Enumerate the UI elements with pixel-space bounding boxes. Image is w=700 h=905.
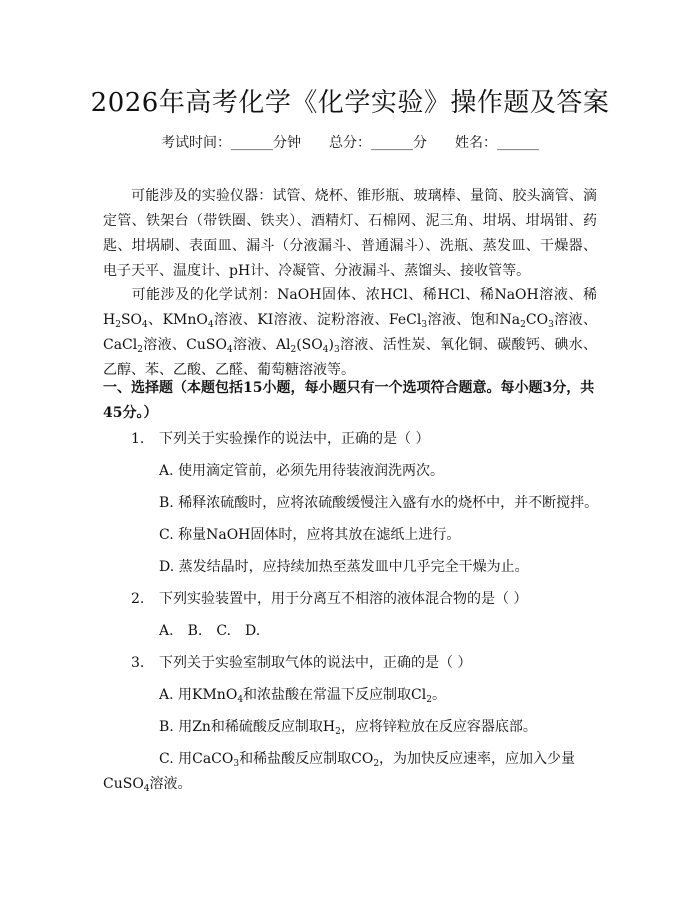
reagents-fragment: (SO (296, 337, 323, 353)
question-2-option-c: C. (216, 623, 231, 639)
instruments-text: 可能涉及的实验仪器：试管、烧杯、锥形瓶、玻璃棒、量筒、胶头滴管、滴定管、铁架台（带铁圈、铁夹）、酒精灯、石棉网、泥三角、坩埚、坩埚钳、药匙、坩埚刷、表面皿、漏斗（分液漏斗、普通漏斗）、洗瓶、蒸发皿、干燥器、电子天平、温度计、pH计、冷凝管、分液漏斗、蒸馏头、接收管等。 (103, 188, 597, 279)
question-stem: 下列实验装置中，用于分离互不相溶的液体混合物的是（ ） (159, 591, 528, 607)
reagents-fragment: 溶液、CaCl (103, 312, 598, 353)
reagents-fragment: ) (328, 337, 334, 353)
question-2-options (159, 619, 260, 644)
reagents-text-start: 可能涉及的化学试剂：NaOH固体、浓HCl、稀HCl、稀NaOH溶液、稀H (103, 287, 597, 328)
student-name-label: 姓名：______ (455, 135, 539, 151)
total-score-label: 总分：______分 (329, 135, 427, 151)
reagents-fragment: KI溶液、淀粉溶液、FeCl (257, 312, 422, 328)
question-1 (131, 427, 429, 452)
question-1-option-c: C. 称量NaOH固体时，应将其放在滤纸上进行。 (159, 527, 461, 543)
section-heading: 一、选择题（本题包括15小题，每小题只有一个选项符合题意。每小题3分，共45分。） (103, 380, 595, 421)
question-1-option-b: B. 稀释浓硫酸时，应将浓硫酸缓慢注入盛有水的烧杯中，并不断搅拌。 (159, 495, 599, 511)
question-3-option-b: B. 用Zn和稀硫酸反应制取$H_2$，应将锌粒放在反应容器底部。 (159, 719, 537, 737)
question-number: 2. (131, 591, 145, 607)
question-3-option-c: C. 用CaCO$_3$和稀盐酸反应制取$CO_2$，为加快反应速率，应加入少量CuSO$_4$溶液。 (103, 751, 576, 794)
reagents-paragraph: 可能涉及的化学试剂：NaOH固体、浓HCl、稀HCl、稀NaOH溶液、稀$H_2SO_4$、KMnO$_4$溶液、KI溶液、淀粉溶液、FeCl$_3$溶液、饱和$Na_2CO_3$溶液、CaCl$_2$溶液、CuSO$_4$溶液、$Al_2(SO_4)_3$溶液、活性炭、氧化铜、碳酸钙、碘水、乙醇、苯、乙酸、乙醛、葡萄糖溶液等。 (103, 287, 598, 378)
question-3-option-a: A. 用KMnO$_4$和浓盐酸在常温下反应制取$Cl_2$。 (159, 687, 446, 705)
reagents-fragment: CO (525, 312, 549, 328)
question-1-option-a: A. 使用滴定管前，必须先用待装液润洗两次。 (159, 463, 445, 479)
question-3 (131, 651, 471, 676)
reagents-fragment: 溶液、CuSO (142, 337, 227, 353)
reagents-fragment: 溶液、Al (232, 337, 291, 353)
page-title: 2026年高考化学《化学实验》操作题及答案 (90, 88, 610, 118)
question-stem: 下列关于实验室制取气体的说法中，正确的是（ ） (159, 655, 472, 671)
question-1-option-d: D. 蒸发结晶时，应持续加热至蒸发皿中几乎完全干燥为止。 (159, 559, 529, 575)
reagents-fragment: KMnO (162, 312, 208, 328)
question-stem: 下列关于实验操作的说法中，正确的是（ ） (159, 431, 430, 447)
question-2 (131, 587, 527, 612)
reagents-fragment: SO (120, 312, 143, 328)
reagents-fragment: 溶液、饱和Na (427, 312, 521, 328)
reagents-fragment: 溶液、活性炭、氧化铜、碳酸钙、碘水、乙醇、苯、乙酸、乙醛、葡萄糖溶液等。 (103, 337, 598, 378)
exam-time-label: 考试时间：______分钟 (161, 135, 301, 151)
question-2-option-b: B. (187, 623, 203, 639)
exam-info-line (0, 132, 700, 152)
question-number: 1. (131, 431, 145, 447)
question-2-option-d: D. (244, 623, 261, 639)
question-number: 3. (131, 655, 145, 671)
question-2-option-a: A. (159, 623, 174, 639)
instruments-paragraph (103, 184, 597, 284)
